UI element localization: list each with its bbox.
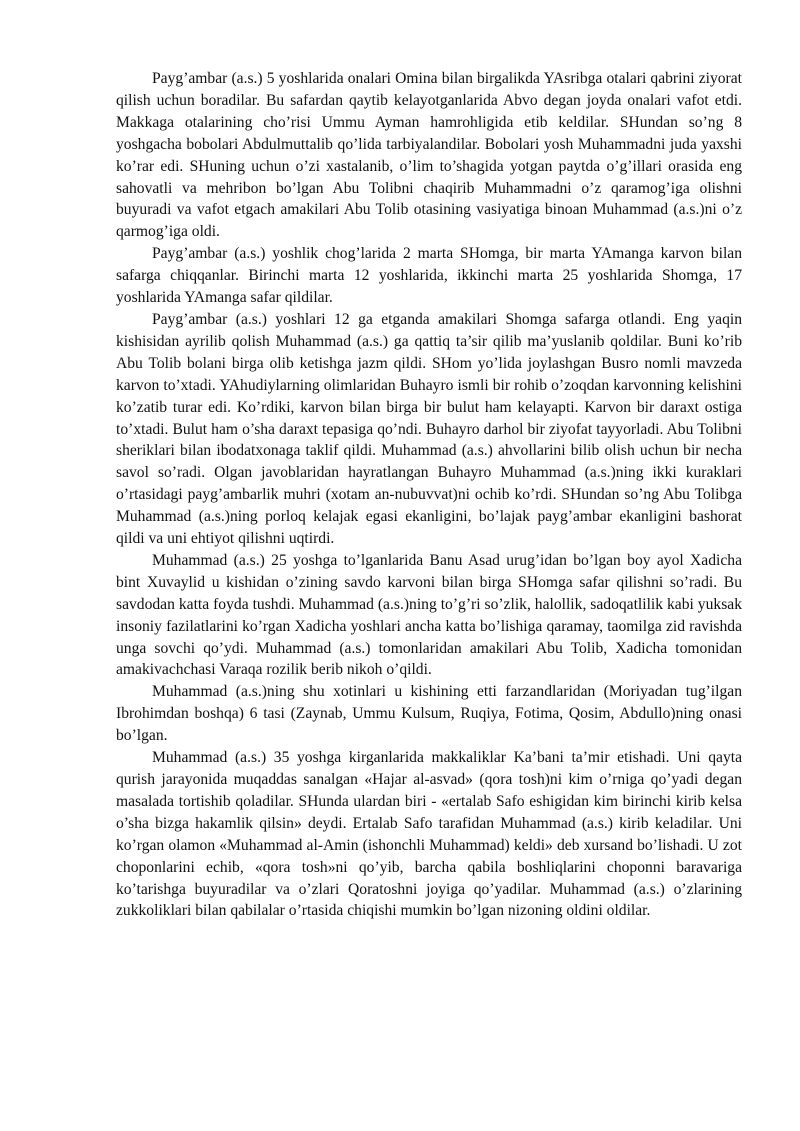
paragraph-6: Muhammad (a.s.) 35 yoshga kirganlarida makkaliklar Ka’bani ta’mir etishadi. Uni qayta qurish jarayonida muqaddas sanalgan «Hajar al-asvad» (qora tosh)ni kim o’rniga qo’yadi degan masalada tortishib qoladilar. SHunda ulardan biri - «ertalab Safo eshigidan kim birinchi kirib kelsa o’sha bizga hakamlik qilsin» deydi. Ertalab Safo tarafidan Muhammad (a.s.) kirib keladilar. Uni ko’rgan olamon «Muhammad al-Amin (ishonchli Muhammad) keldi» deb xursand bo’lishadi. U zot choponlarini echib, «qora tosh»ni qo’yib, barcha qabila boshliqlarini choponni baravariga ko’tarishga buyuradilar va o’zlari Qoratoshni joyiga qo’yadilar. Muhammad (a.s.) o’zlarining zukkoliklari bilan qabilalar o’rtasida chiqishi mumkin bo’lgan nizoning oldini oldilar. [116, 749, 742, 920]
paragraph-1: Payg’ambar (a.s.) 5 yoshlarida onalari Omina bilan birgalikda YAsribga otalari qabrini ziyorat qilish uchun boradilar. Bu safardan qaytib kelayotganlarida Abvo degan joyda onalari vafot etdi. Makkaga otalarining cho’risi Ummu Ayman hamrohligida etib keldilar. SHundan so’ng 8 yoshgacha bobolari Abdulmuttalib qo’lida tarbiyalandilar. Bobolari yosh Muhammadni juda yaxshi ko’rar edi. SHuning uchun o’zi xastalanib, o’lim to’shagida yotgan paytda o’g’illari orasida eng sahovatli va mehribon bo’lgan Abu Tolibni chaqirib Muhammadni o’z qaramog’iga olishni buyuradi va vafot etgach amakilari Abu Tolib otasining vasiyatiga binoan Muhammad (a.s.)ni o’z qarmog’iga oldi. [116, 70, 742, 241]
document-page [116, 68, 742, 922]
paragraph-5: Muhammad (a.s.)ning shu xotinlari u kishining etti farzandlaridan (Moriyadan tug’ilgan Ibrohimdan boshqa) 6 tasi (Zaynab, Ummu Kulsum, Ruqiya, Fotima, Qosim, Abdullo)ning onasi bo’lgan. [116, 683, 742, 745]
paragraph-3: Payg’ambar (a.s.) yoshlari 12 ga etganda amakilari Shomga safarga otlandi. Eng yaqin kishisidan ayrilib qolish Muhammad (a.s.) ga qattiq ta’sir qilib ma’yuslanib qoldilar. Buni ko’rib Abu Tolib bolani birga olib ketishga jazm qildi. SHom yo’lida joylashgan Busro nomli mavzeda karvon to’xtadi. YAhudiylarning olimlaridan Buhayro ismli bir rohib o’zoqdan karvonning kelishini ko’zatib turar edi. Ko’rdiki, karvon bilan birga bir bulut ham kelayapti. Karvon bir daraxt ostiga to’xtadi. Bulut ham o’sha daraxt tepasiga qo’ndi. Buhayro darhol bir ziyofat tayyorladi. Abu Tolibni sheriklari bilan ibodatxonaga taklif qildi. Muhammad (a.s.) ahvollarini bilib olish uchun bir necha savol so’radi. Olgan javoblaridan hayratlangan Buhayro Muhammad (a.s.)ning ikki kuraklari o’rtasidagi payg’ambarlik muhri (xotam an-nubuvvat)ni ochib ko’rdi. SHundan so’ng Abu Tolibga Muhammad (a.s.)ning porloq kelajak egasi ekanligini, bo’lajak payg’ambar ekanligini bashorat qildi va uni ehtiyot qilishni uqtirdi. [116, 310, 742, 548]
paragraph-2: Payg’ambar (a.s.) yoshlik chog’larida 2 marta SHomga, bir marta YAmanga karvon bilan safarga chiqqanlar. Birinchi marta 12 yoshlarida, ikkinchi marta 25 yoshlarida Shomga, 17 yoshlarida YAmanga safar qildilar. [116, 245, 742, 307]
paragraph-4: Muhammad (a.s.) 25 yoshga to’lganlarida Banu Asad urug’idan bo’lgan boy ayol Xadicha bint Xuvaylid u kishidan o’zining savdo karvoni bilan birga SHomga safar qilishni so’radi. Bu savdodan katta foyda tushdi. Muhammad (a.s.)ning to’g’ri so’zlik, halollik, sadoqatlilik kabi yuksak insoniy fazilatlarini ko’rgan Xadicha yoshlari ancha katta bo’lishiga qaramay, taomilga zid ravishda unga sovchi qo’ydi. Muhammad (a.s.) tomonlaridan amakilari Abu Tolib, Xadicha tomonidan amakivachchasi Varaqa rozilik berib nikoh o’qildi. [116, 551, 742, 679]
